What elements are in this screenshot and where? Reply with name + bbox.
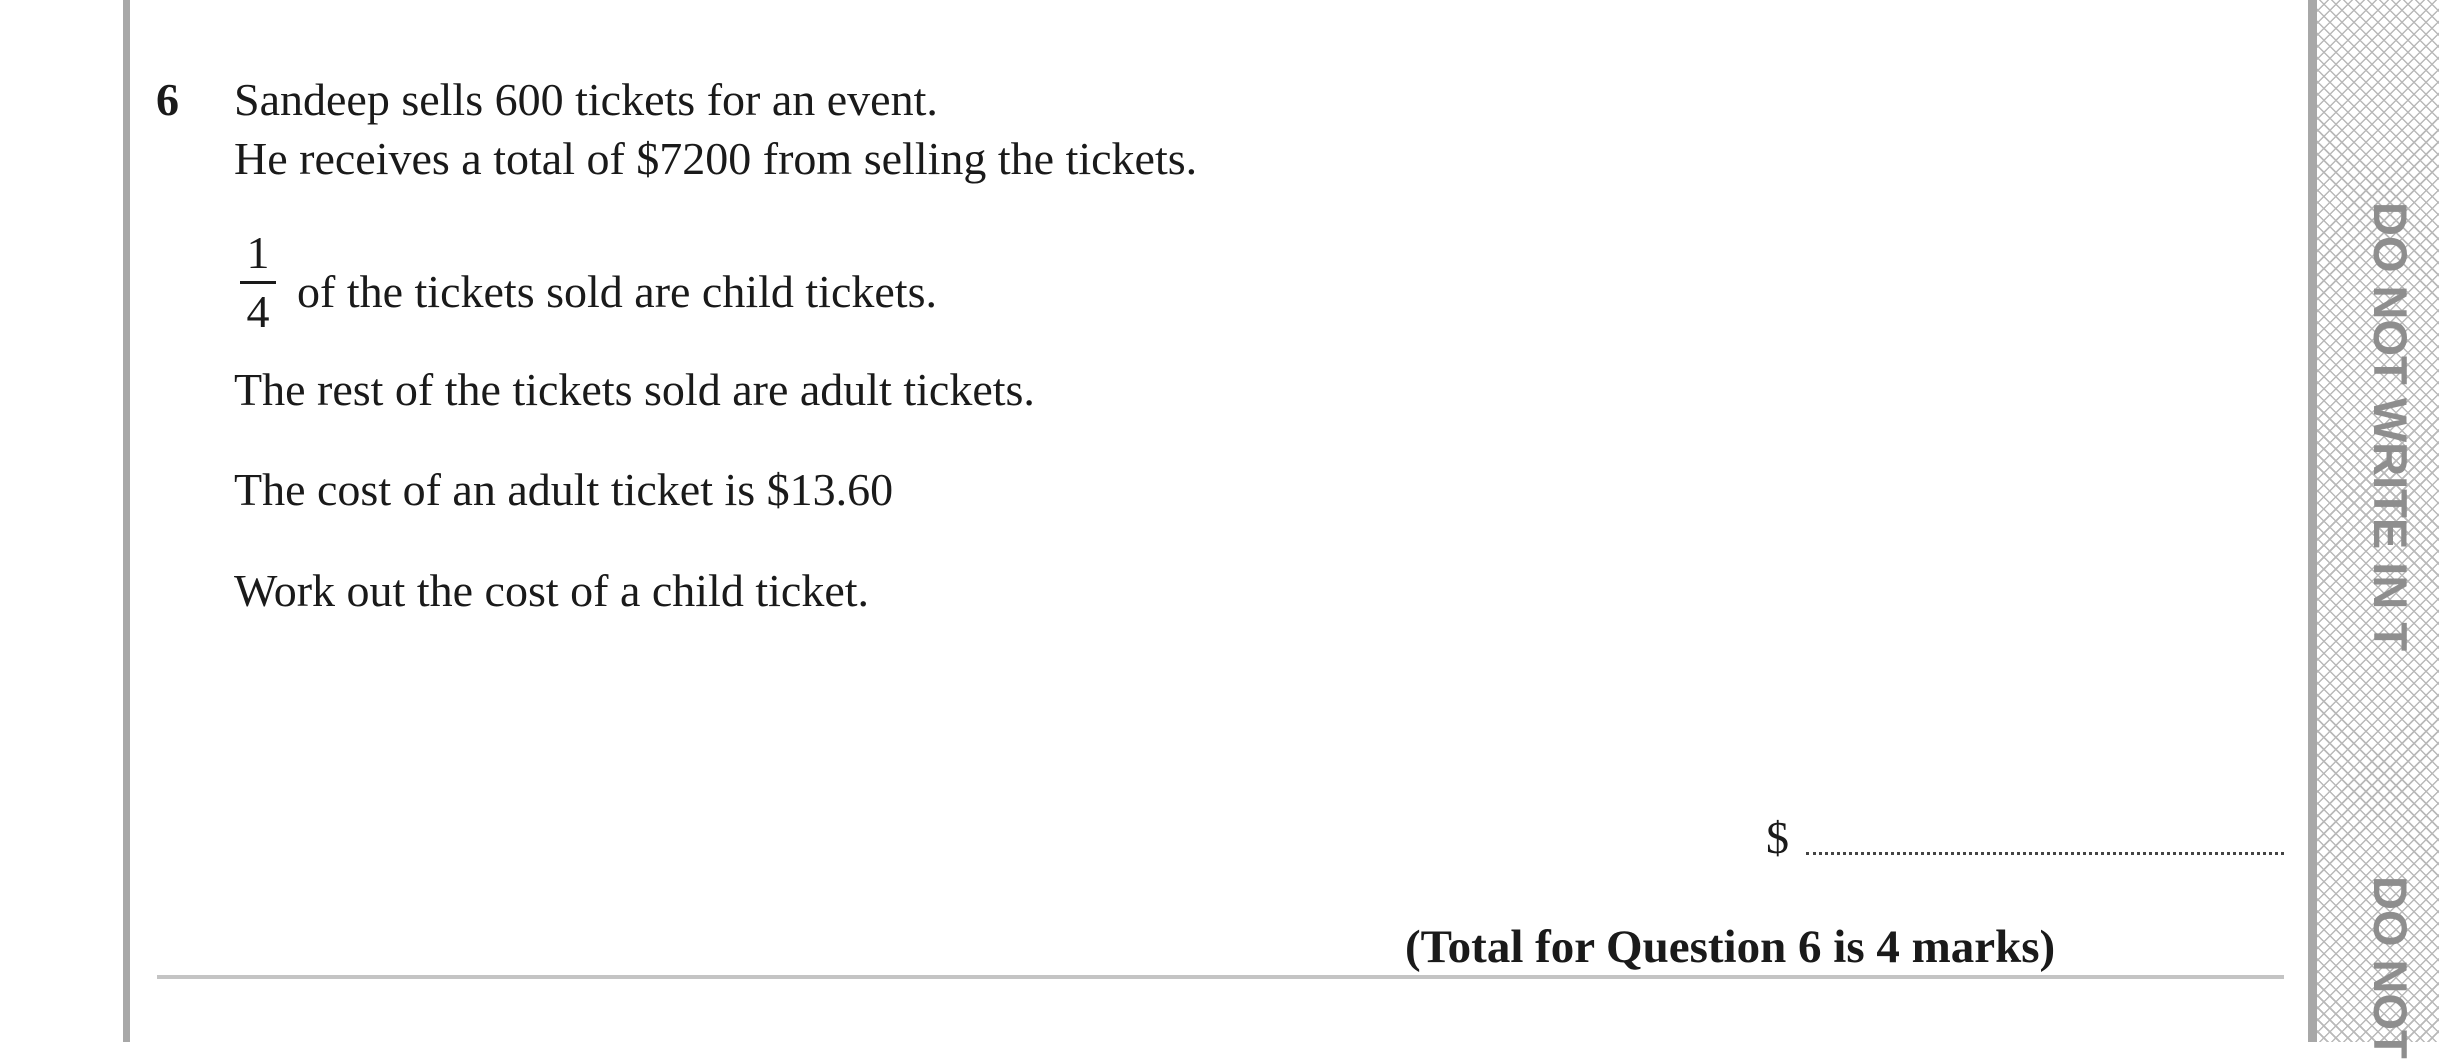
question-line-1: Sandeep sells 600 tickets for an event. — [234, 74, 938, 125]
fraction-one-quarter — [240, 227, 276, 338]
question-line-5: The cost of an adult ticket is $13.60 — [234, 464, 894, 515]
fraction-numerator: 1 — [246, 227, 270, 278]
answer-dotted-line[interactable] — [1806, 852, 2284, 855]
answer-currency-symbol: $ — [1766, 812, 1789, 863]
question-line-4: The rest of the tickets sold are adult tickets. — [234, 364, 1035, 415]
question-line-2: He receives a total of $7200 from selling the tickets. — [234, 133, 1198, 184]
margin-warning-text-lower: DO NOT — [2364, 876, 2417, 1059]
left-page-border — [123, 0, 130, 1042]
total-marks: (Total for Question 6 is 4 marks) — [1405, 921, 2056, 973]
question-separator — [157, 975, 2284, 979]
right-page-border — [2308, 0, 2317, 1042]
margin-warning-text: DO NOT WRITE IN T — [2364, 202, 2417, 652]
question-number: 6 — [156, 74, 179, 125]
fraction-statement: of the tickets sold are child tickets. — [297, 266, 937, 317]
fraction-denominator: 4 — [246, 286, 270, 337]
fraction-bar — [240, 281, 276, 284]
question-instruction: Work out the cost of a child ticket. — [234, 565, 870, 616]
